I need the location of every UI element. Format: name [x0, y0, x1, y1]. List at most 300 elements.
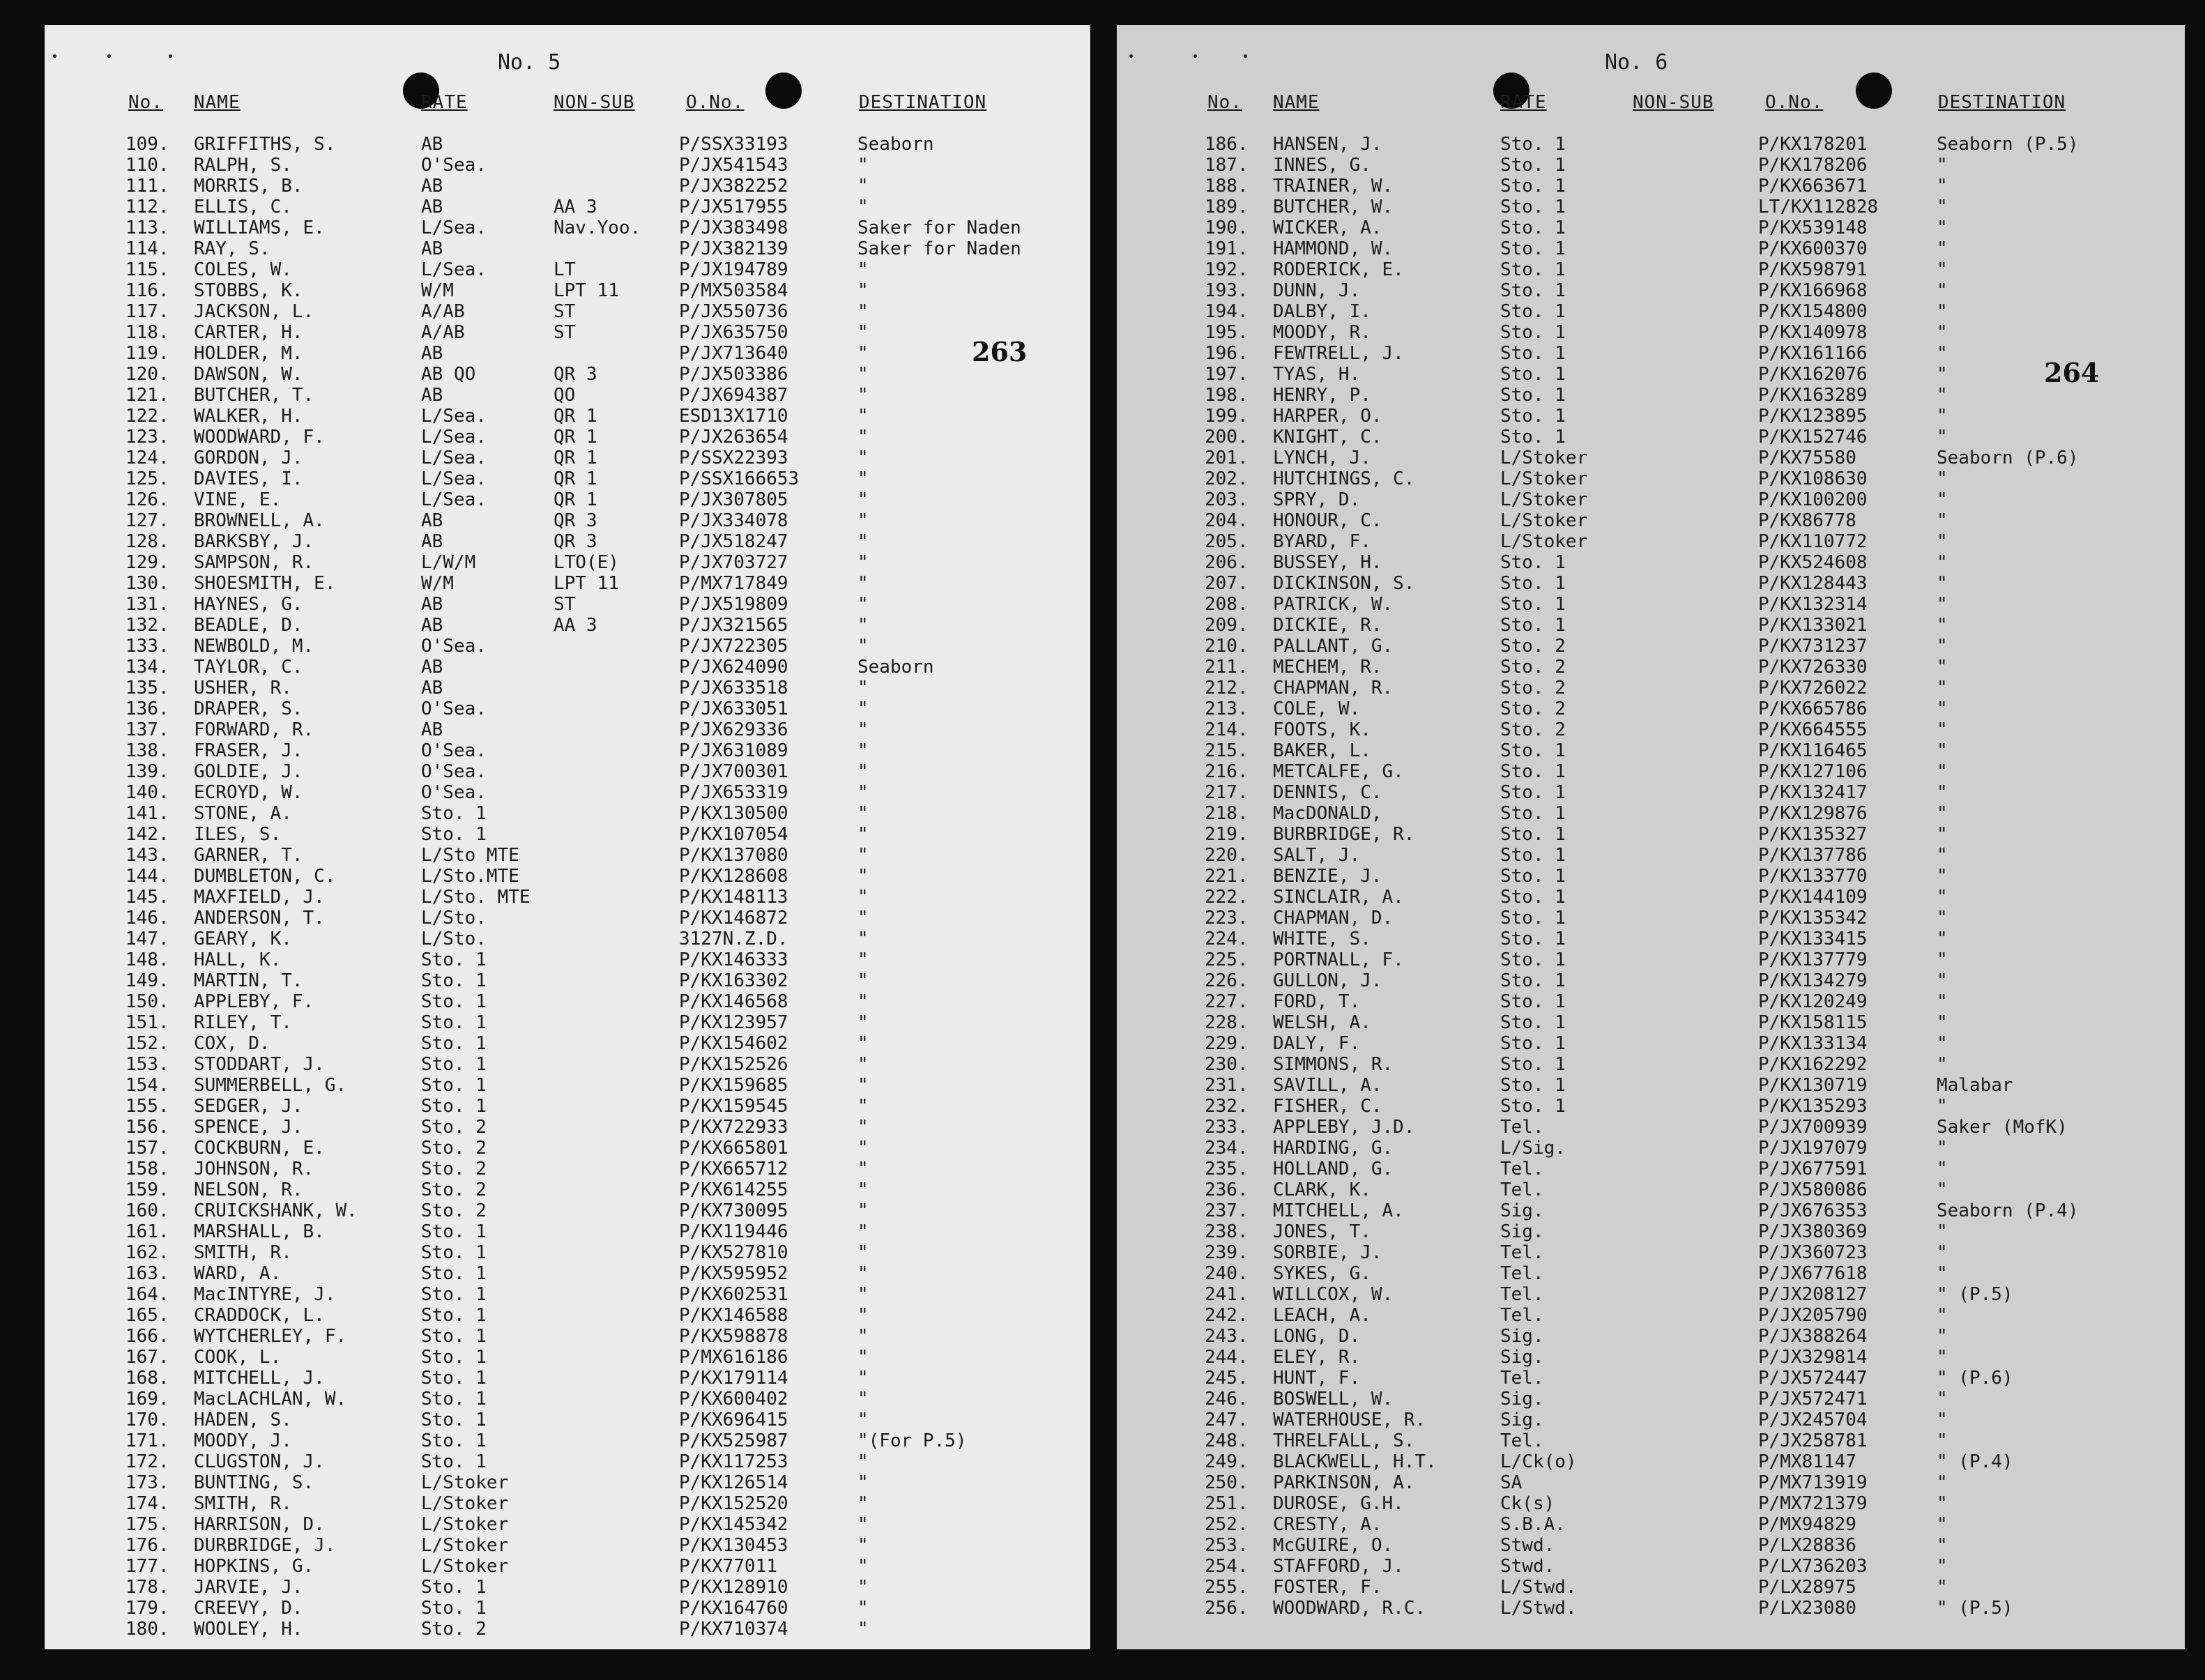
- row-name: FOOTS, K.: [1273, 719, 1371, 740]
- row-ono: P/KX722933: [679, 1117, 788, 1138]
- folio-number: 263: [972, 336, 1028, 367]
- row-number: 128.: [125, 531, 169, 552]
- row-destination: ": [1937, 322, 1948, 343]
- row-number: 138.: [125, 740, 169, 761]
- row-name: HOLLAND, G.: [1273, 1159, 1394, 1179]
- table-row: [1117, 615, 2185, 636]
- row-name: HAMMOND, W.: [1273, 238, 1394, 259]
- table-row: [45, 427, 1090, 448]
- row-number: 192.: [1205, 259, 1249, 280]
- row-name: SAVILL, A.: [1273, 1075, 1382, 1096]
- row-number: 252.: [1205, 1514, 1249, 1535]
- table-row: [45, 1598, 1090, 1619]
- header-nonsub: NON-SUB: [554, 92, 635, 113]
- row-name: MacDONALD,: [1273, 803, 1382, 824]
- row-ono: P/KX726330: [1758, 657, 1868, 678]
- row-ono: P/JX334078: [679, 510, 788, 531]
- row-name: WATERHOUSE, R.: [1273, 1410, 1426, 1430]
- row-rate: Sto. 1: [1500, 134, 1566, 155]
- header-rate: RATE: [421, 92, 468, 113]
- table-row: [1117, 1535, 2185, 1556]
- row-destination: ": [857, 824, 869, 845]
- row-number: 217.: [1205, 782, 1249, 803]
- row-ono: P/JX631089: [679, 740, 788, 761]
- row-ono: P/LX28836: [1758, 1535, 1856, 1556]
- row-number: 149.: [125, 970, 169, 991]
- row-name: JOHNSON, R.: [194, 1159, 314, 1179]
- row-rate: Sto. 1: [421, 1326, 487, 1347]
- row-number: 162.: [125, 1242, 169, 1263]
- row-ono: P/KX133415: [1758, 929, 1868, 949]
- row-number: 193.: [1205, 280, 1249, 301]
- row-name: DICKINSON, S.: [1273, 573, 1415, 594]
- row-ono: P/KX116465: [1758, 740, 1868, 761]
- row-name: MITCHELL, A.: [1273, 1200, 1404, 1221]
- page-number: No. 6: [1605, 50, 1668, 75]
- row-name: RODERICK, E.: [1273, 259, 1404, 280]
- row-number: 113.: [125, 217, 169, 238]
- row-destination: ": [1937, 887, 1948, 908]
- row-name: GOLDIE, J.: [194, 761, 303, 782]
- row-ono: P/KX134279: [1758, 970, 1868, 991]
- row-ono: 3127N.Z.D.: [679, 929, 788, 949]
- row-ono: P/KX135342: [1758, 908, 1868, 929]
- row-name: STODDART, J.: [194, 1054, 325, 1075]
- row-number: 159.: [125, 1179, 169, 1200]
- table-row: [1117, 657, 2185, 678]
- row-rate: AB: [421, 531, 443, 552]
- table-row: [1117, 803, 2185, 824]
- table-row: [1117, 1577, 2185, 1598]
- row-destination: ": [1937, 1514, 1948, 1535]
- row-name: GRIFFITHS, S.: [194, 134, 336, 155]
- row-ono: P/KX144109: [1758, 887, 1868, 908]
- table-row: [45, 1619, 1090, 1640]
- personnel-table: [1117, 134, 2185, 1619]
- table-row: [45, 1263, 1090, 1284]
- row-rate: Sto. 1: [421, 1598, 487, 1619]
- row-destination: ": [857, 887, 869, 908]
- row-number: 166.: [125, 1326, 169, 1347]
- row-name: SMITH, R.: [194, 1493, 292, 1514]
- row-rate: Sto. 1: [421, 1012, 487, 1033]
- table-row: [45, 719, 1090, 740]
- row-name: COLES, W.: [194, 259, 292, 280]
- table-row: [1117, 845, 2185, 866]
- row-number: 214.: [1205, 719, 1249, 740]
- table-row: [1117, 552, 2185, 573]
- row-ono: P/KX166968: [1758, 280, 1868, 301]
- row-ono: P/KX129876: [1758, 803, 1868, 824]
- row-destination: ": [857, 1138, 869, 1159]
- row-destination: ": [857, 761, 869, 782]
- row-number: 246.: [1205, 1389, 1249, 1410]
- row-ono: P/KX137080: [679, 845, 788, 866]
- row-destination: ": [1937, 678, 1948, 698]
- row-number: 173.: [125, 1472, 169, 1493]
- row-ono: P/JX321565: [679, 615, 788, 636]
- table-row: [45, 280, 1090, 301]
- row-destination: ": [1937, 824, 1948, 845]
- row-number: 124.: [125, 448, 169, 468]
- row-ono: P/JX382252: [679, 176, 788, 197]
- row-name: USHER, R.: [194, 678, 292, 698]
- table-row: [1117, 719, 2185, 740]
- row-number: 165.: [125, 1305, 169, 1326]
- row-ono: P/JX307805: [679, 489, 788, 510]
- row-name: PALLANT, G.: [1273, 636, 1394, 657]
- row-number: 205.: [1205, 531, 1249, 552]
- row-name: FORD, T.: [1273, 991, 1361, 1012]
- row-destination: ": [857, 1472, 869, 1493]
- row-name: SYKES, G.: [1273, 1263, 1371, 1284]
- row-destination: ": [857, 1242, 869, 1263]
- row-ono: P/KX146588: [679, 1305, 788, 1326]
- row-rate: L/Stoker: [421, 1493, 509, 1514]
- row-name: CARTER, H.: [194, 322, 303, 343]
- row-name: CHAPMAN, R.: [1273, 678, 1394, 698]
- row-nonsub: QR 3: [554, 510, 597, 531]
- row-destination: ": [1937, 1430, 1948, 1451]
- row-ono: P/KX86778: [1758, 510, 1856, 531]
- row-name: VINE, E.: [194, 489, 282, 510]
- row-destination: ": [857, 1577, 869, 1598]
- table-row: [1117, 1054, 2185, 1075]
- row-ono: P/KX730095: [679, 1200, 788, 1221]
- table-row: [45, 824, 1090, 845]
- speck: [1244, 54, 1247, 58]
- row-ono: P/JX580086: [1758, 1179, 1868, 1200]
- table-row: [45, 970, 1090, 991]
- row-name: McGUIRE, O.: [1273, 1535, 1394, 1556]
- row-destination: ": [1937, 1012, 1948, 1033]
- row-ono: P/KX107054: [679, 824, 788, 845]
- table-row: [1117, 824, 2185, 845]
- row-ono: P/KX598791: [1758, 259, 1868, 280]
- row-destination: Seaborn: [857, 657, 934, 678]
- row-name: RILEY, T.: [194, 1012, 292, 1033]
- row-ono: P/KX179114: [679, 1368, 788, 1389]
- row-ono: P/KX130719: [1758, 1075, 1868, 1096]
- table-row: [1117, 929, 2185, 949]
- row-destination: ": [1937, 761, 1948, 782]
- row-destination: ": [1937, 615, 1948, 636]
- row-nonsub: Nav.Yoo.: [554, 217, 641, 238]
- row-rate: Sto. 1: [1500, 908, 1566, 929]
- row-number: 129.: [125, 552, 169, 573]
- row-rate: Sto. 1: [1500, 970, 1566, 991]
- row-number: 132.: [125, 615, 169, 636]
- row-ono: P/KX152520: [679, 1493, 788, 1514]
- table-row: [45, 887, 1090, 908]
- row-number: 115.: [125, 259, 169, 280]
- row-rate: L/Stoker: [421, 1472, 509, 1493]
- row-rate: L/Stwd.: [1500, 1577, 1577, 1598]
- row-rate: Sto. 2: [421, 1159, 487, 1179]
- row-destination: ": [857, 1556, 869, 1577]
- row-number: 253.: [1205, 1535, 1249, 1556]
- row-number: 130.: [125, 573, 169, 594]
- row-destination: ": [857, 1326, 869, 1347]
- table-row: [45, 343, 1090, 364]
- row-name: MECHEM, R.: [1273, 657, 1382, 678]
- table-row: [1117, 176, 2185, 197]
- table-row: [1117, 1389, 2185, 1410]
- row-number: 121.: [125, 385, 169, 406]
- row-rate: Sig.: [1500, 1200, 1544, 1221]
- row-name: HAYNES, G.: [194, 594, 303, 615]
- row-number: 142.: [125, 824, 169, 845]
- row-ono: P/JX713640: [679, 343, 788, 364]
- row-ono: P/KX159685: [679, 1075, 788, 1096]
- row-rate: Sto. 1: [421, 949, 487, 970]
- row-rate: Sto. 1: [421, 1430, 487, 1451]
- row-rate: AB: [421, 385, 443, 406]
- row-name: JARVIE, J.: [194, 1577, 303, 1598]
- row-nonsub: LTO(E): [554, 552, 619, 573]
- table-row: [45, 573, 1090, 594]
- speck: [53, 54, 56, 58]
- row-number: 225.: [1205, 949, 1249, 970]
- row-ono: P/JX503386: [679, 364, 788, 385]
- row-name: HALL, K.: [194, 949, 282, 970]
- row-destination: ": [1937, 594, 1948, 615]
- header-destination: DESTINATION: [859, 92, 987, 113]
- row-ono: P/KX152746: [1758, 427, 1868, 448]
- header-name: NAME: [194, 92, 241, 113]
- row-destination: ": [857, 866, 869, 887]
- row-destination: ": [1937, 740, 1948, 761]
- table-row: [1117, 1493, 2185, 1514]
- row-rate: L/Sig.: [1500, 1138, 1566, 1159]
- row-name: GARNER, T.: [194, 845, 303, 866]
- table-row: [45, 1472, 1090, 1493]
- row-ono: P/JX633051: [679, 698, 788, 719]
- punch-hole: [1856, 72, 1892, 109]
- row-number: 152.: [125, 1033, 169, 1054]
- row-ono: P/KX77011: [679, 1556, 777, 1577]
- row-number: 141.: [125, 803, 169, 824]
- row-nonsub: QR 1: [554, 427, 597, 448]
- row-number: 231.: [1205, 1075, 1249, 1096]
- row-rate: AB: [421, 176, 443, 197]
- row-number: 248.: [1205, 1430, 1249, 1451]
- row-name: BLACKWELL, H.T.: [1273, 1451, 1437, 1472]
- row-destination: ": [857, 280, 869, 301]
- table-row: [45, 1368, 1090, 1389]
- row-ono: P/KX600402: [679, 1389, 788, 1410]
- row-rate: Sto. 1: [1500, 259, 1566, 280]
- row-rate: Sto. 1: [1500, 761, 1566, 782]
- row-destination: Seaborn (P.5): [1937, 134, 2079, 155]
- row-name: HARDING, G.: [1273, 1138, 1394, 1159]
- table-row: [45, 197, 1090, 217]
- table-row: [45, 1556, 1090, 1577]
- header-rate: RATE: [1500, 92, 1547, 113]
- row-name: TAYLOR, C.: [194, 657, 303, 678]
- table-row: [45, 1326, 1090, 1347]
- row-destination: ": [857, 155, 869, 176]
- row-ono: P/KX614255: [679, 1179, 788, 1200]
- table-row: [1117, 594, 2185, 615]
- row-destination: " (P.6): [1937, 1368, 2013, 1389]
- row-ono: P/KX108630: [1758, 468, 1868, 489]
- row-number: 178.: [125, 1577, 169, 1598]
- table-row: [1117, 761, 2185, 782]
- row-destination: ": [857, 678, 869, 698]
- row-rate: L/W/M: [421, 552, 476, 573]
- row-number: 114.: [125, 238, 169, 259]
- row-destination: ": [857, 406, 869, 427]
- table-row: [1117, 698, 2185, 719]
- row-destination: ": [857, 468, 869, 489]
- table-row: [45, 594, 1090, 615]
- row-name: SALT, J.: [1273, 845, 1361, 866]
- row-ono: P/JX572447: [1758, 1368, 1868, 1389]
- row-destination: ": [1937, 385, 1948, 406]
- table-row: [1117, 1514, 2185, 1535]
- row-destination: ": [1937, 698, 1948, 719]
- row-rate: Sto. 1: [1500, 929, 1566, 949]
- row-number: 199.: [1205, 406, 1249, 427]
- row-rate: AB: [421, 719, 443, 740]
- row-name: FORWARD, R.: [194, 719, 314, 740]
- row-destination: ": [1937, 573, 1948, 594]
- row-destination: ": [857, 740, 869, 761]
- row-name: SIMMONS, R.: [1273, 1054, 1394, 1075]
- row-ono: P/KX164760: [679, 1598, 788, 1619]
- row-ono: P/KX665786: [1758, 698, 1868, 719]
- table-row: [1117, 1368, 2185, 1389]
- row-destination: ": [1937, 719, 1948, 740]
- row-destination: ": [1937, 1305, 1948, 1326]
- header-no: No.: [128, 92, 163, 113]
- row-number: 241.: [1205, 1284, 1249, 1305]
- row-ono: P/KX524608: [1758, 552, 1868, 573]
- row-rate: Sto. 1: [421, 824, 487, 845]
- row-ono: P/KX162076: [1758, 364, 1868, 385]
- row-ono: ESD13X1710: [679, 406, 788, 427]
- row-destination: ": [857, 197, 869, 217]
- row-destination: ": [857, 1033, 869, 1054]
- row-number: 171.: [125, 1430, 169, 1451]
- row-ono: P/KX178201: [1758, 134, 1868, 155]
- row-name: HENRY, P.: [1273, 385, 1371, 406]
- table-row: [45, 1138, 1090, 1159]
- table-row: [1117, 1012, 2185, 1033]
- table-row: [45, 385, 1090, 406]
- row-destination: ": [1937, 949, 1948, 970]
- table-row: [45, 1535, 1090, 1556]
- row-ono: P/JX629336: [679, 719, 788, 740]
- row-destination: ": [1937, 489, 1948, 510]
- row-ono: P/JX700301: [679, 761, 788, 782]
- row-number: 254.: [1205, 1556, 1249, 1577]
- row-ono: P/KX75580: [1758, 448, 1856, 468]
- row-rate: Sto. 1: [421, 1451, 487, 1472]
- row-name: FOSTER, F.: [1273, 1577, 1382, 1598]
- table-row: [1117, 531, 2185, 552]
- table-row: [45, 1284, 1090, 1305]
- table-row: [1117, 1179, 2185, 1200]
- row-name: BURBRIDGE, R.: [1273, 824, 1415, 845]
- row-ono: P/KX148113: [679, 887, 788, 908]
- row-ono: P/JX518247: [679, 531, 788, 552]
- row-number: 131.: [125, 594, 169, 615]
- row-number: 145.: [125, 887, 169, 908]
- table-row: [45, 1054, 1090, 1075]
- row-ono: P/KX602531: [679, 1284, 788, 1305]
- row-nonsub: AA 3: [554, 615, 597, 636]
- row-number: 228.: [1205, 1012, 1249, 1033]
- row-name: BAKER, L.: [1273, 740, 1371, 761]
- header-nonsub: NON-SUB: [1633, 92, 1714, 113]
- row-rate: Sto. 1: [421, 970, 487, 991]
- row-name: CRADDOCK, L.: [194, 1305, 325, 1326]
- row-number: 174.: [125, 1493, 169, 1514]
- table-row: [1117, 217, 2185, 238]
- row-destination: ": [857, 1305, 869, 1326]
- row-rate: O'Sea.: [421, 636, 487, 657]
- row-number: 224.: [1205, 929, 1249, 949]
- row-ono: P/JX194789: [679, 259, 788, 280]
- row-number: 226.: [1205, 970, 1249, 991]
- row-name: BUNTING, S.: [194, 1472, 314, 1493]
- row-number: 136.: [125, 698, 169, 719]
- row-rate: AB: [421, 197, 443, 217]
- table-row: [45, 1159, 1090, 1179]
- row-destination: ": [1937, 866, 1948, 887]
- row-number: 170.: [125, 1410, 169, 1430]
- row-name: THRELFALL, S.: [1273, 1430, 1415, 1451]
- row-ono: P/JX208127: [1758, 1284, 1868, 1305]
- table-row: [45, 301, 1090, 322]
- row-name: BEADLE, D.: [194, 615, 303, 636]
- row-ono: P/JX635750: [679, 322, 788, 343]
- row-number: 209.: [1205, 615, 1249, 636]
- row-ono: P/KX146568: [679, 991, 788, 1012]
- row-rate: Sto. 2: [421, 1179, 487, 1200]
- row-number: 160.: [125, 1200, 169, 1221]
- row-name: SHOESMITH, E.: [194, 573, 336, 594]
- row-destination: ": [857, 448, 869, 468]
- row-number: 167.: [125, 1347, 169, 1368]
- row-name: CRESTY, A.: [1273, 1514, 1382, 1535]
- speck: [1193, 54, 1197, 58]
- row-destination: ": [1937, 427, 1948, 448]
- row-rate: Sto. 1: [1500, 176, 1566, 197]
- row-destination: ": [1937, 1577, 1948, 1598]
- table-row: [1117, 322, 2185, 343]
- row-destination: ": [857, 1493, 869, 1514]
- row-destination: ": [1937, 1493, 1948, 1514]
- row-ono: P/KX600370: [1758, 238, 1868, 259]
- row-number: 155.: [125, 1096, 169, 1117]
- row-nonsub: LPT 11: [554, 280, 619, 301]
- table-row: [45, 1493, 1090, 1514]
- row-name: DRAPER, S.: [194, 698, 303, 719]
- row-ono: P/KX137786: [1758, 845, 1868, 866]
- table-row: [1117, 1159, 2185, 1179]
- row-destination: ": [857, 1389, 869, 1410]
- row-ono: P/JX329814: [1758, 1347, 1868, 1368]
- row-rate: S.B.A.: [1500, 1514, 1566, 1535]
- row-rate: A/AB: [421, 322, 465, 343]
- row-number: 198.: [1205, 385, 1249, 406]
- row-number: 213.: [1205, 698, 1249, 719]
- table-row: [1117, 406, 2185, 427]
- table-row: [1117, 908, 2185, 929]
